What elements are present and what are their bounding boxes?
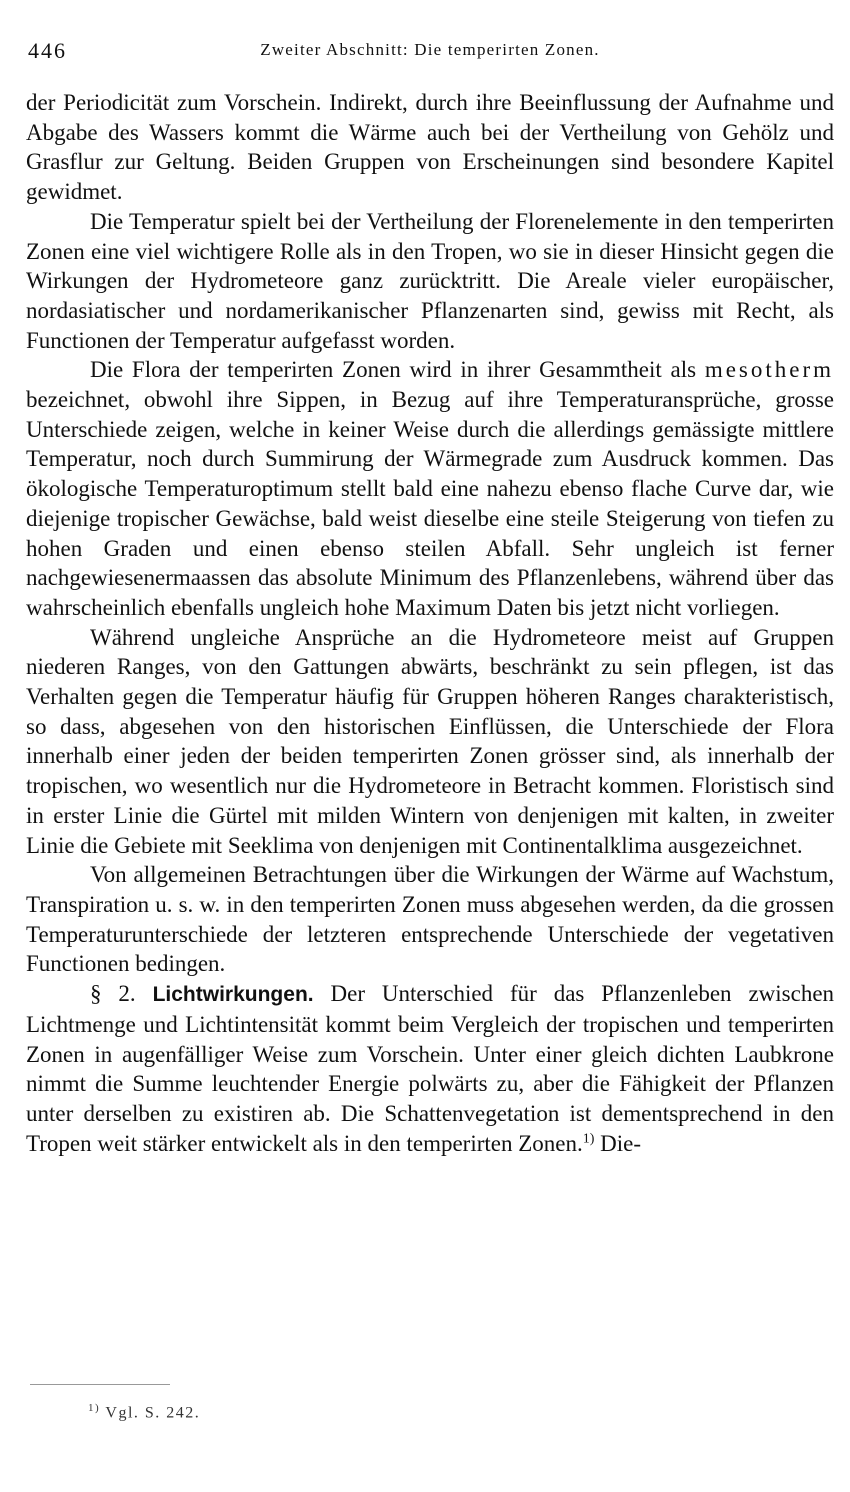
chapter-title: Zweiter Abschnitt: Die temperirten Zonen. — [260, 40, 600, 59]
footnote-separator — [30, 1384, 170, 1385]
section-heading: Lichtwirkungen. — [152, 983, 314, 1007]
footnote-number: 1) — [88, 1402, 101, 1414]
spaced-term-mesotherm: mesotherm — [704, 357, 835, 383]
paragraph-hydrometeore: Während ungleiche Ansprüche an die Hydrometeore meist auf Gruppen niederen Ranges, von den Gattungen abwärts, beschränkt zu sein pflegen, ist das Verhalten gegen die Temperatur häufig für Gruppen höheren Ranges charakteristisch, so dass, abgesehen von den historischen Einflüssen, die Unterschiede der Flora innerhalb einer jeden der beiden temperirten Zonen grösser sind, als innerhalb der tropischen, wo wesentlich nur die Hydrometeore in Betracht kommen. Floristisch sind in erster Linie die Gürtel mit milden Wintern von denjenigen mit kalten, in zweiter Linie die Gebiete mit Seeklima von denjenigen mit Continentalklima ausgezeichnet. — [26, 624, 834, 858]
paragraph-lichtwirkungen — [26, 979, 834, 1158]
paragraph-temperature-role: Die Temperatur spielt bei der Vertheilung der Florenelemente in den temperirten Zonen eine viel wichtigere Rolle als in den Tropen, wo sie in dieser Hinsicht gegen die Wirkungen der Hydrometeore ganz zurücktritt. Die Areale vieler europäischer, nordasiatischer und nordamerikanischer Pflanzenarten sind, gewiss mit Recht, als Functionen der Temperatur aufgefasst worden. — [26, 208, 834, 353]
paragraph-general-observations: Von allgemeinen Betrachtungen über die Wirkungen der Wärme auf Wachstum, Transpiration u. s. w. in den temperirten Zonen muss abgesehen werden, da die grossen Temperaturunterschiede der letzteren entsprechende Unterschiede der vegetativen Functionen bedingen. — [26, 862, 834, 977]
footnote-text: Vgl. S. 242. — [105, 1404, 201, 1422]
paragraph-mesotherm-intro: Die Flora der temperirten Zonen wird in ihrer Gesammtheit als — [90, 357, 697, 383]
footnote — [88, 1402, 200, 1422]
page-number: 446 — [28, 38, 67, 63]
section-number: § 2. — [90, 981, 136, 1007]
paragraph-mesotherm-body: bezeichnet, obwohl ihre Sippen, in Bezug auf ihre Temperaturansprüche, grosse Unterschiede zeigen, welche in keiner Weise durch die allerdings gemässigte mittlere Temperatur, noch durch Summirung der Wärmegrade zum Ausdruck kommen. Das ökologische Temperaturoptimum stellt bald eine nahezu ebenso flache Curve dar, wie diejenige tropischer Gewächse, bald weist dieselbe eine steile Steigerung von tiefen zu hohen Graden und einen ebenso steilen Abfall. Sehr ungleich ist ferner nachgewiesenermaassen das absolute Minimum des Pflanzenlebens, während über das wahrscheinlich ebenfalls ungleich hohe Maximum Daten bis jetzt nicht vorliegen. — [26, 387, 834, 620]
running-head — [26, 38, 834, 64]
footnote-reference: 1) — [582, 1130, 595, 1146]
hyphenated-word-fragment: Die- — [600, 1130, 642, 1156]
section-body: Der Unterschied für das Pflanzenleben zwischen Lichtmenge und Lichtintensität kommt beim Vergleich der tropischen und temperirten Zonen in augenfälliger Weise zum Vorschein. Unter einer gleich dichten Laubkrone nimmt die Summe leuchtender Energie polwärts zu, aber die Fähigkeit der Pflanzen unter derselben zu existiren ab. Die Schattenvegetation ist dementsprechend in den Tropen weit stärker entwickelt als in den temperirten Zonen. — [26, 981, 835, 1156]
paragraph-continuation: der Periodicität zum Vorschein. Indirekt, durch ihre Beeinflussung der Aufnahme und Abgabe des Wassers kommt die Wärme auch bei der Vertheilung von Gehölz und Grasflur zur Geltung. Beiden Gruppen von Erscheinungen sind besondere Kapitel gewidmet. — [26, 90, 834, 205]
body-text — [26, 88, 834, 1158]
paragraph-mesotherm — [26, 355, 834, 622]
